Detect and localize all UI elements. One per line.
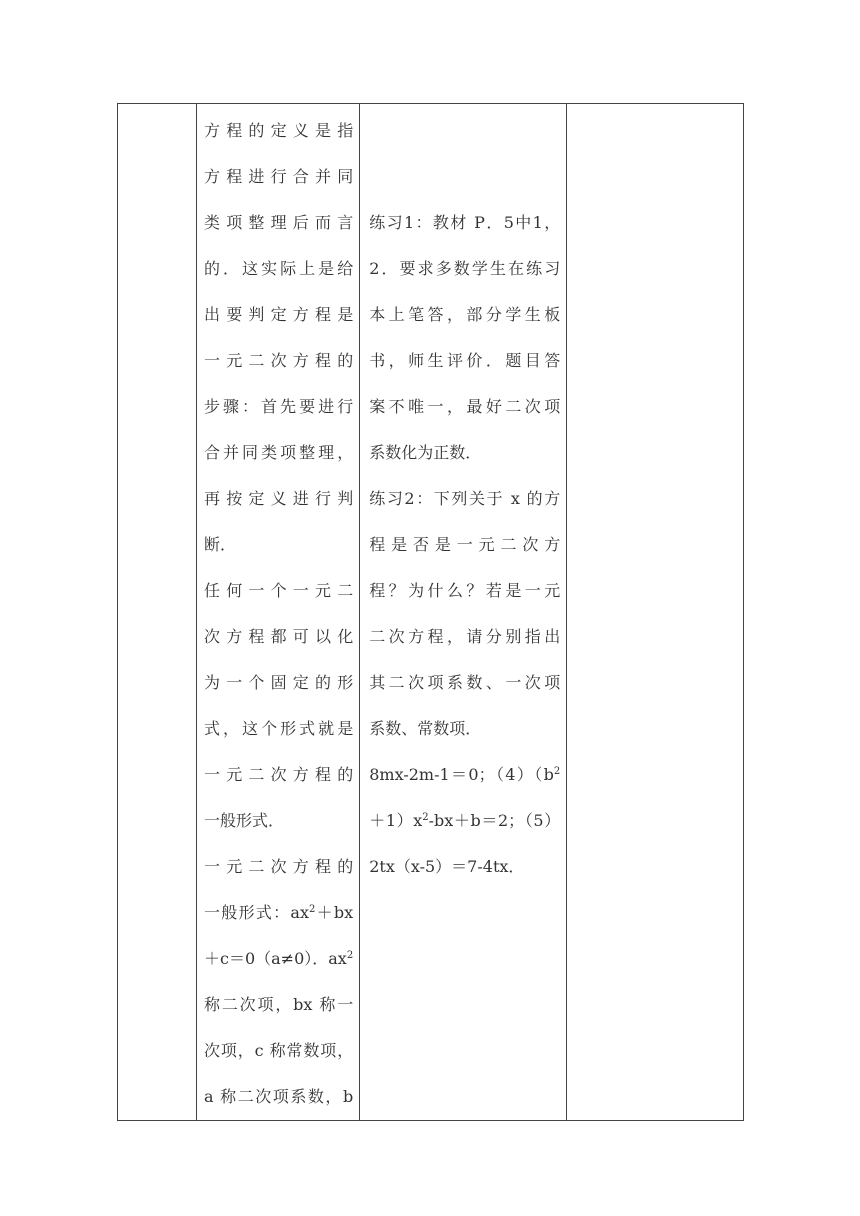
- superscript-exponent: 2: [553, 766, 561, 777]
- text-line: 一般形式．: [204, 811, 285, 830]
- text-line: 称二次项，bx 称一: [204, 995, 354, 1014]
- text-line: 程是否是一元二次方: [369, 535, 561, 554]
- formula-text: ＋c＝0（a≠0）．ax: [204, 949, 347, 968]
- text-line: 方程进行合并同: [204, 167, 354, 186]
- text-line: 次项，c 称常数项，: [204, 1041, 354, 1060]
- text-line: 一元二次方程的: [204, 857, 354, 876]
- text-line: 再按定义进行判: [204, 489, 354, 508]
- text-line: 2．要求多数学生在练习: [369, 259, 561, 278]
- formula-text: -bx＋b＝2；（5）: [428, 811, 561, 830]
- text-line: 一元二次方程的: [204, 351, 354, 370]
- text-line: 式，这个形式就是: [204, 719, 354, 738]
- table-cell-empty-left: [118, 104, 197, 1121]
- text-line: 练习1：教材 P．5中1，: [369, 213, 561, 232]
- table-cell-empty-right: [567, 104, 744, 1121]
- text-line: 断．: [204, 535, 237, 554]
- exercises-text-block: [360, 104, 566, 890]
- text-line: 方程的定义是指: [204, 121, 354, 140]
- formula-line: [204, 936, 353, 982]
- text-line: 合并同类项整理，: [204, 443, 354, 462]
- formula-line: [369, 798, 560, 844]
- superscript-exponent: 2: [308, 904, 316, 915]
- table-cell-exercises: [360, 104, 567, 1121]
- text-line: 案不唯一，最好二次项: [369, 397, 561, 416]
- text-line: 步骤：首先要进行: [204, 397, 354, 416]
- formula-text: 一般形式：ax: [204, 903, 309, 922]
- formula-text: ＋bx: [315, 903, 354, 922]
- formula-text: 8mx-2m-1＝0；（4）（b: [369, 765, 554, 784]
- text-line: 次方程都可以化: [204, 627, 354, 646]
- table-cell-concept: [197, 104, 360, 1121]
- text-line: 其二次项系数、一次项: [369, 673, 561, 692]
- superscript-exponent: 2: [422, 812, 429, 823]
- text-line: 为一个固定的形: [204, 673, 354, 692]
- text-line: 类项整理后而言: [204, 213, 354, 232]
- formula-text: ＋1）x: [369, 811, 423, 830]
- text-line: 系数化为正数．: [369, 443, 482, 462]
- text-line: 一元二次方程的: [204, 765, 354, 784]
- text-line: 出要判定方程是: [204, 305, 354, 324]
- concept-text-block: [197, 104, 359, 1120]
- text-line: 的．这实际上是给: [204, 259, 354, 278]
- table-row: [118, 104, 744, 1121]
- formula-line: [369, 752, 560, 798]
- lesson-table: [117, 103, 744, 1121]
- text-line: 书，师生评价．题目答: [369, 351, 561, 370]
- superscript-exponent: 2: [346, 950, 354, 961]
- text-line: 本上笔答，部分学生板: [369, 305, 561, 324]
- text-line: 程？为什么？若是一元: [369, 581, 561, 600]
- text-line: 2tx（x-5）＝7-4tx．: [369, 857, 525, 876]
- text-line: 二次方程，请分别指出: [369, 627, 561, 646]
- text-line: a 称二次项系数，b: [204, 1087, 354, 1106]
- text-line: 练习2：下列关于 x 的方: [369, 489, 561, 508]
- text-line: 系数、常数项．: [369, 719, 482, 738]
- formula-line: [204, 890, 353, 936]
- text-line: 任何一个一元二: [204, 581, 354, 600]
